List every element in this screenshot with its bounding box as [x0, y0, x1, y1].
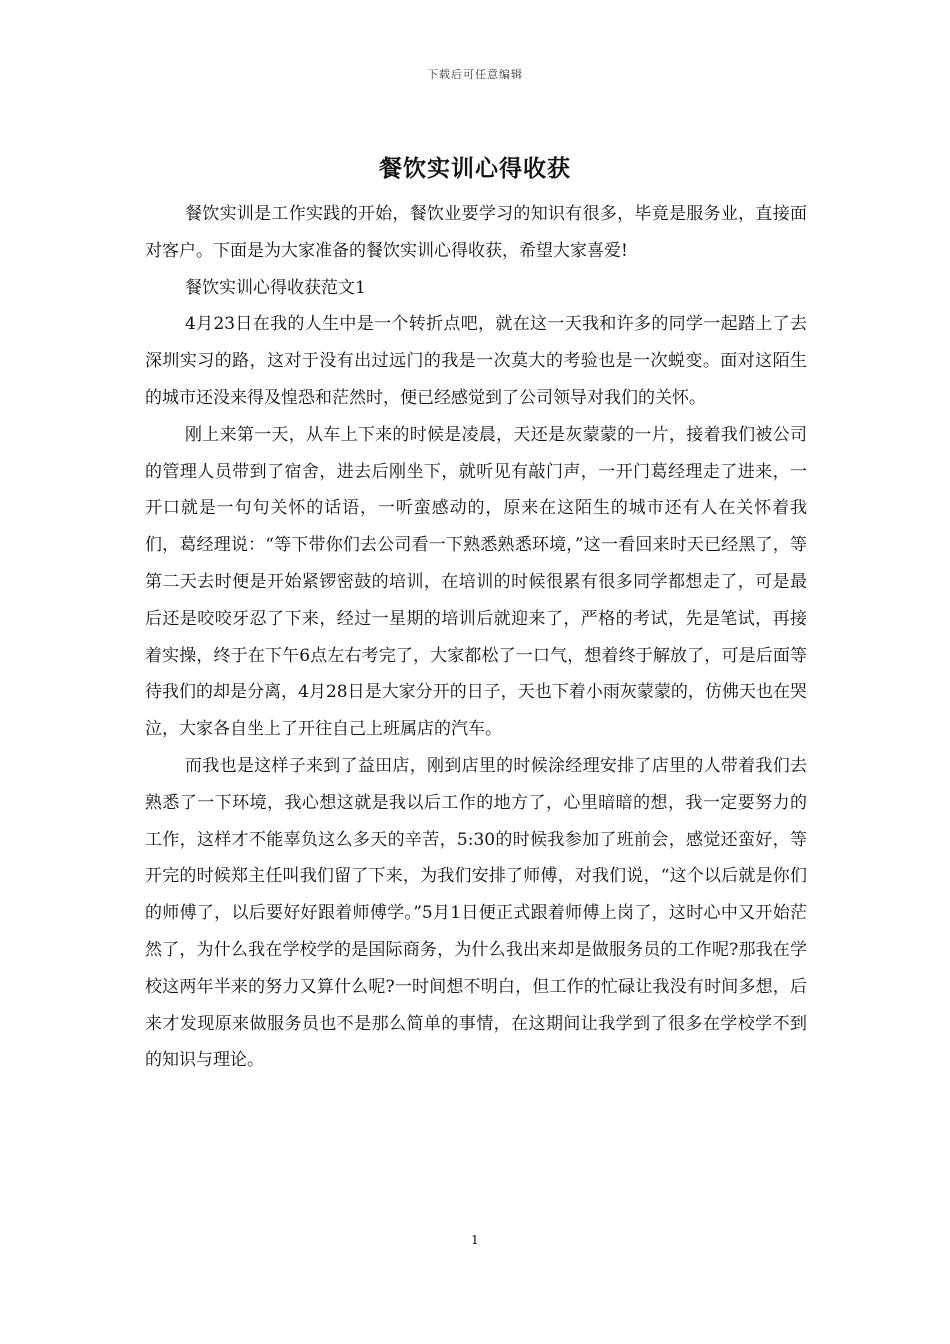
- document-body: [145, 196, 807, 1079]
- body-paragraph: 刚上来第一天，从车上下来的时候是凌晨，天还是灰蒙蒙的一片，接着我们被公司的管理人员带到了宿舍，进去后刚坐下，就听见有敲门声，一开门葛经理走了进来，一开口就是一句句关怀的话语，一听蛮感动的，原来在这陌生的城市还有人在关怀着我们，葛经理说：“等下带你们去公司看一下熟悉熟悉环境，”这一看回来时天已经黑了，等第二天去时便是开始紧锣密鼓的培训，在培训的时候很累有很多同学都想走了，可是最后还是咬咬牙忍了下来，经过一星期的培训后就迎来了，严格的考试，先是笔试，再接着实操，终于在下午6点左右考完了，大家都松了一口气，想着终于解放了，可是后面等待我们的却是分离，4月28日是大家分开的日子，天也下着小雨灰蒙蒙的，仿佛天也在哭泣，大家各自坐上了开往自己上班属店的汽车。: [145, 424, 807, 740]
- body-paragraph: 4月23日在我的人生中是一个转折点吧，就在这一天我和许多的同学一起踏上了去深圳实习的路，这对于没有出过远门的我是一次莫大的考验也是一次蜕变。面对这陌生的城市还没来得及惶恐和茫然时，便已经感觉到了公司领导对我们的关怀。: [145, 314, 807, 408]
- intro-paragraph: 餐饮实训是工作实践的开始，餐饮业要学习的知识有很多，毕竟是服务业，直接面对客户。下面是为大家准备的餐饮实训心得收获，希望大家喜爱!: [145, 204, 807, 261]
- page-number: 1: [471, 1233, 479, 1247]
- page-header-note: 下载后可任意编辑: [427, 68, 523, 81]
- body-paragraph: 而我也是这样子来到了益田店，刚到店里的时候涂经理安排了店里的人带着我们去熟悉了一下环境，我心想这就是我以后工作的地方了，心里暗暗的想，我一定要努力的工作，这样才不能辜负这么多天的辛苦，5:30的时候我参加了班前会，感觉还蛮好，等开完的时候郑主任叫我们留了下来，为我们安排了师傅，对我们说，“这个以后就是你们的师傅了，以后要好好跟着师傅学。”5月1日便正式跟着师傅上岗了，这时心中又开始茫然了，为什么我在学校学的是国际商务，为什么我出来却是做服务员的工作呢?那我在学校这两年半来的努力又算什么呢?一时间想不明白，但工作的忙碌让我没有时间多想，后来才发现原来做服务员也不是那么简单的事情，在这期间让我学到了很多在学校学不到的知识与理论。: [145, 755, 807, 1071]
- section-heading: 餐饮实训心得收获范文1: [185, 277, 366, 298]
- document-title: 餐饮实训心得收获: [379, 155, 571, 182]
